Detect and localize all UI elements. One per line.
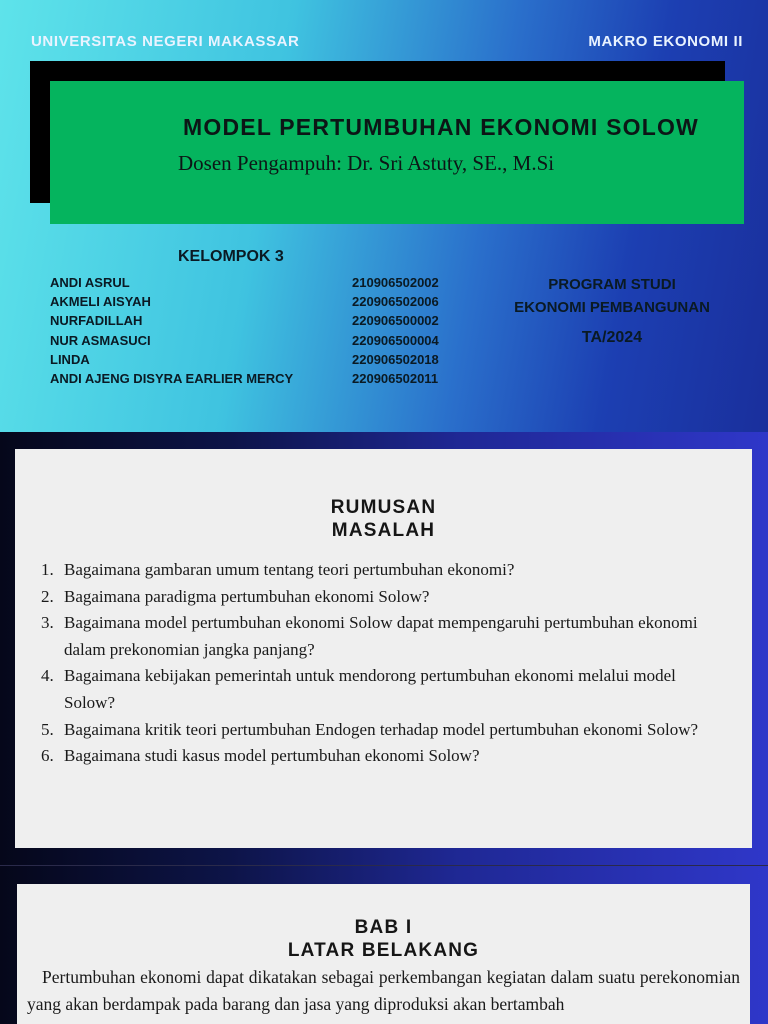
member-row	[50, 333, 470, 352]
list-item	[41, 610, 731, 663]
item-number: 5.	[41, 719, 54, 739]
problem-statement-slide	[0, 432, 768, 865]
slide-title-line1: BAB I	[354, 917, 413, 938]
member-nim: 210906502002	[352, 275, 439, 290]
academic-year: TA/2024	[581, 329, 643, 346]
item-number: 1.	[41, 560, 54, 579]
body-paragraph: Pertumbuhan ekonomi dapat dikatakan sebagai perkembangan kegiatan dalam suatu perekonomian yang akan berdampak pada barang dan jasa yang diproduksi akan bertambah	[27, 967, 740, 1014]
item-number: 4.	[41, 666, 54, 686]
item-text: Bagaimana gambaran umum tentang teori pertumbuhan ekonomi?	[64, 560, 515, 579]
list-item	[41, 743, 731, 770]
content-card	[15, 449, 752, 848]
member-row	[50, 294, 470, 313]
study-program-line2: EKONOMI PEMBANGUNAN	[514, 299, 710, 316]
study-program	[500, 273, 724, 319]
member-name: ANDI ASRUL	[50, 275, 130, 290]
item-number: 2.	[41, 586, 54, 606]
content-card	[17, 884, 750, 1024]
title-box	[50, 81, 744, 224]
item-text: Bagaimana kritik teori pertumbuhan Endogen terhadap model pertumbuhan ekonomi Solow?	[64, 719, 699, 739]
study-program-line1: PROGRAM STUDI	[548, 276, 676, 293]
member-nim: 220906502006	[352, 294, 439, 310]
member-name: NUR ASMASUCI	[50, 332, 151, 348]
member-nim: 220906500004	[352, 332, 439, 348]
item-number: 3.	[41, 613, 54, 633]
member-name: NURFADILLAH	[50, 313, 143, 329]
slide-title-line2: MASALAH	[331, 520, 436, 541]
slide-title	[15, 496, 752, 542]
item-text: Bagaimana model pertumbuhan ekonomi Solow dapat mempengaruhi pertumbuhan ekonomi dalam prekonomian jangka panjang?	[64, 613, 698, 659]
slide-title	[17, 916, 750, 962]
item-number: 6.	[41, 746, 54, 766]
list-item	[41, 717, 731, 744]
presentation-title: MODEL PERTUMBUHAN EKONOMI SOLOW	[183, 114, 699, 140]
item-text: Bagaimana kebijakan pemerintah untuk mendorong pertumbuhan ekonomi melalui model Solow?	[64, 666, 676, 712]
member-nim: 220906502018	[352, 351, 439, 367]
member-list	[50, 275, 470, 390]
list-item	[41, 663, 731, 716]
list-item	[41, 584, 731, 611]
lecturer-line: Dosen Pengampuh: Dr. Sri Astuty, SE., M.Si	[178, 151, 555, 175]
member-nim: 220906502011	[352, 370, 439, 386]
member-name: AKMELI AISYAH	[50, 294, 151, 310]
slide-title-line1: RUMUSAN	[330, 497, 437, 518]
member-name: LINDA	[50, 351, 90, 367]
item-text: Bagaimana studi kasus model pertumbuhan ekonomi Solow?	[64, 746, 480, 766]
course-name: MAKRO EKONOMI II	[588, 33, 743, 50]
group-label: KELOMPOK 3	[178, 248, 284, 265]
background-slide	[0, 866, 768, 1024]
member-nim: 220906500002	[352, 313, 439, 329]
slide-title-line2: LATAR BELAKANG	[287, 940, 480, 961]
member-row	[50, 275, 470, 294]
member-row	[50, 371, 470, 390]
question-list	[41, 557, 731, 770]
member-row	[50, 313, 470, 332]
list-item	[41, 557, 731, 584]
member-name: ANDI AJENG DISYRA EARLIER MERCY	[50, 370, 294, 386]
university-name: UNIVERSITAS NEGERI MAKASSAR	[31, 33, 300, 50]
title-slide	[0, 0, 768, 432]
member-row	[50, 352, 470, 371]
item-text: Bagaimana paradigma pertumbuhan ekonomi Solow?	[64, 586, 430, 606]
